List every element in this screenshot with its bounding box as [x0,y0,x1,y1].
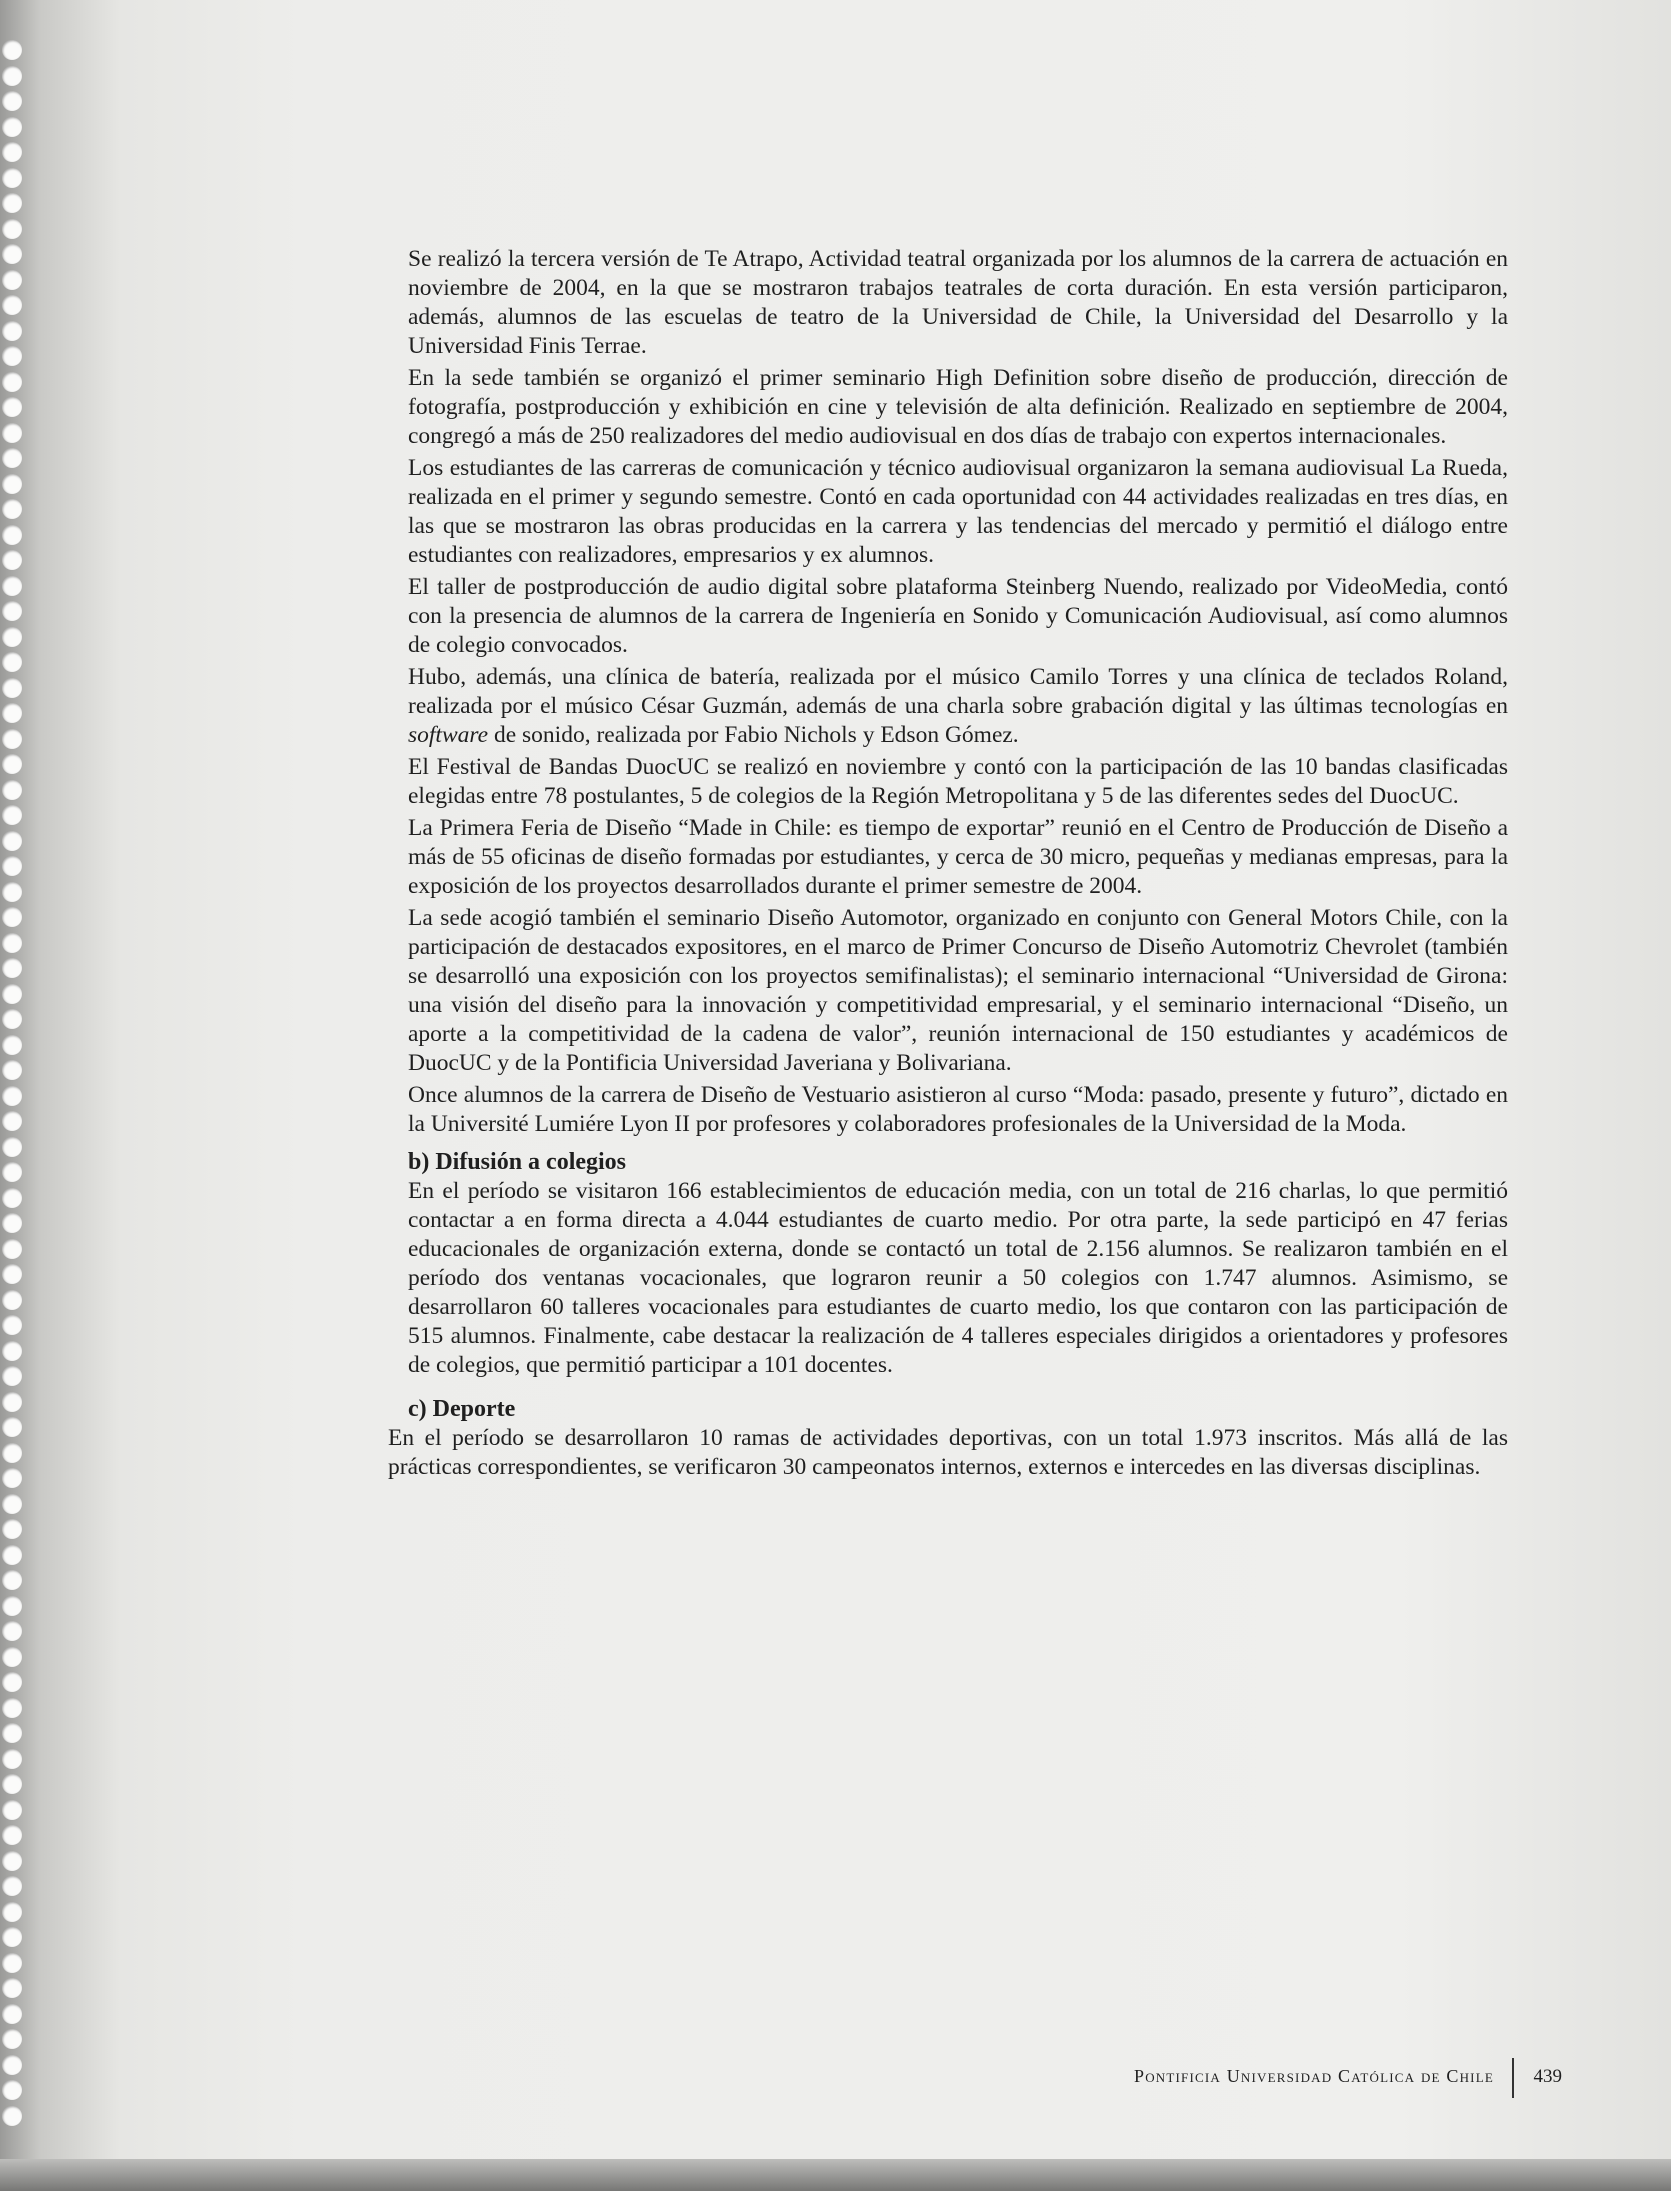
binding-hole [2,550,22,570]
binding-hole [2,1264,22,1284]
paragraph-clinica-bateria [408,663,1508,750]
binding-hole [2,1876,22,1896]
footer-divider [1512,2058,1514,2098]
binding-hole [2,193,22,213]
binding-hole [2,2055,22,2075]
body-text [388,245,1508,1485]
binding-hole [2,1060,22,1080]
binding-hole [2,984,22,1004]
binding-hole [2,270,22,290]
binding-hole [2,1596,22,1616]
paragraph-deporte: En el período se desarrollaron 10 ramas de actividades deportivas, con un total 1.973 inscritos. Más allá de las prácticas correspondientes, se verificaron 30 campeonatos internos, externos e intercedes en las diversas disciplinas. [388,1425,1508,1480]
binding-hole [2,1851,22,1871]
binding-hole [2,1774,22,1794]
binding-hole [2,91,22,111]
binding-hole [2,1443,22,1463]
binding-hole [2,1137,22,1157]
binding-hole [2,1953,22,1973]
binding-hole [2,1009,22,1029]
paragraph-high-definition: En la sede también se organizó el primer seminario High Definition sobre diseño de producción, dirección de fotografía, postproducción y exhibición en cine y televisión de alta definición. Realizado en septiembre de 2004, congregó a más de 250 realizadores del medio audiovisual en dos días de trabajo con expertos internacionales. [408,365,1508,449]
paragraph-vestuario: Once alumnos de la carrera de Diseño de Vestuario asistieron al curso “Moda: pasado, presente y futuro”, dictado en la Université Lumiére Lyon II por profesores y colaboradores profesionales de la Universidad de la Moda. [408,1082,1508,1137]
binding-hole [2,295,22,315]
binding-hole [2,831,22,851]
binding-hole [2,397,22,417]
binding-hole [2,1188,22,1208]
binding-hole [2,1213,22,1233]
binding-hole [2,1494,22,1514]
binding-hole [2,907,22,927]
binding-hole [2,168,22,188]
paragraph-difusion: En el período se visitaron 166 establecimientos de educación media, con un total de 216 charlas, lo que permitió contactar a en forma directa a 4.044 estudiantes de cuarto medio. Por otra parte, la sede participó en 47 ferias educacionales de organización externa, donde se contactó un total de 2.156 alumnos. Se realizaron también en el período dos ventanas vocacionales, que lograron reunir a 50 colegios con 1.747 alumnos. Asimismo, se desarrollaron 60 talleres vocacionales para estudiantes de cuarto medio, los que contaron con las participación de 515 alumnos. Finalmente, cabe destacar la realización de 4 talleres especiales dirigidos a orientadores y profesores de colegios, que permitió participar a 101 docentes. [408,1178,1508,1378]
binding-hole [2,805,22,825]
binding-hole [2,2106,22,2126]
spiral-binding [0,40,28,2140]
binding-hole [2,1341,22,1361]
binding-hole [2,2080,22,2100]
binding-hole [2,1519,22,1539]
binding-hole [2,652,22,672]
footer-institution: Pontificia Universidad Católica de Chile [1134,2066,1494,2086]
binding-hole [2,2029,22,2049]
binding-hole [2,499,22,519]
binding-hole [2,1647,22,1667]
page-footer [1010,2058,1570,2098]
binding-hole [2,780,22,800]
binding-hole [2,1035,22,1055]
paragraph-te-atrapo: Se realizó la tercera versión de Te Atrapo, Actividad teatral organizada por los alumnos de la carrera de actuación en noviembre de 2004, en la que se mostraron trabajos teatrales de corta duración. En esta versión participaron, además, alumnos de las escuelas de teatro de la Universidad de Chile, la Universidad del Desarrollo y la Universidad Finis Terrae. [408,246,1508,359]
paragraph-diseno-automotor: La sede acogió también el seminario Diseño Automotor, organizado en conjunto con General Motors Chile, con la participación de destacados expositores, en el marco de Primer Concurso de Diseño Automotriz Chevrolet (también se desarrolló una exposición con los proyectos semifinalistas); el seminario internacional “Universidad de Girona: una visión del diseño para la innovación y competitividad empresarial, y el seminario internacional “Diseño, un aporte a la competitividad de la cadena de valor”, reunión internacional de 150 estudiantes y académicos de DuocUC y de la Pontificia Universidad Javeriana y Bolivariana. [408,905,1508,1076]
binding-hole [2,1621,22,1641]
binding-hole [2,627,22,647]
binding-hole [2,346,22,366]
section-heading-difusion: b) Difusión a colegios [408,1149,627,1175]
bateria-text-before: Hubo, además, una clínica de batería, realizada por el músico Camilo Torres y una clínica de teclados Roland, realizada por el músico César Guzmán, además de una charla sobre grabación digital y las últimas tecnologías en [408,664,1508,719]
binding-hole [2,40,22,60]
binding-hole [2,576,22,596]
binding-hole [2,2004,22,2024]
binding-hole [2,1392,22,1412]
binding-hole [2,703,22,723]
binding-hole [2,1315,22,1335]
binding-hole [2,372,22,392]
binding-hole [2,423,22,443]
page-number: 439 [1533,2066,1562,2087]
bateria-text-italic: software [408,722,489,748]
paragraph-feria-diseno: La Primera Feria de Diseño “Made in Chile: es tiempo de exportar” reunió en el Centro de Producción de Diseño a más de 55 oficinas de diseño formadas por estudiantes, y cerca de 30 micro, pequeñas y medianas empresas, para la exposición de los proyectos desarrollados durante el primer semestre de 2004. [408,815,1508,899]
binding-hole [2,1239,22,1259]
binding-hole [2,219,22,239]
binding-hole [2,474,22,494]
binding-hole [2,142,22,162]
binding-hole [2,958,22,978]
section-heading-deporte: c) Deporte [408,1396,516,1422]
scan-bottom-edge [0,2159,1671,2191]
binding-hole [2,882,22,902]
binding-hole [2,525,22,545]
bateria-text-after: de sonido, realizada por Fabio Nichols y Edson Gómez. [488,722,1019,748]
binding-hole [2,933,22,953]
binding-hole [2,1086,22,1106]
binding-hole [2,1978,22,1998]
binding-hole [2,1290,22,1310]
binding-hole [2,321,22,341]
binding-hole [2,1111,22,1131]
binding-hole [2,729,22,749]
paragraph-la-rueda: Los estudiantes de las carreras de comunicación y técnico audiovisual organizaron la semana audiovisual La Rueda, realizada en el primer y segundo semestre. Contó en cada oportunidad con 44 actividades realizadas en tres días, en las que se mostraron las obras producidas en la carrera y las tendencias del mercado y permitió el diálogo entre estudiantes con realizadores, empresarios y ex alumnos. [408,455,1508,568]
binding-hole [2,1927,22,1947]
binding-hole [2,1723,22,1743]
binding-hole [2,1468,22,1488]
binding-hole [2,244,22,264]
binding-hole [2,678,22,698]
binding-hole [2,601,22,621]
binding-hole [2,856,22,876]
binding-hole [2,1545,22,1565]
binding-hole [2,1672,22,1692]
binding-hole [2,1698,22,1718]
binding-hole [2,1749,22,1769]
binding-hole [2,1825,22,1845]
binding-hole [2,448,22,468]
paragraph-taller-audio: El taller de postproducción de audio digital sobre plataforma Steinberg Nuendo, realizado por VideoMedia, contó con la presencia de alumnos de la carrera de Ingeniería en Sonido y Comunicación Audiovisual, así como alumnos de colegio convocados. [408,574,1508,658]
binding-hole [2,754,22,774]
binding-hole [2,1800,22,1820]
binding-hole [2,1162,22,1182]
binding-hole [2,1417,22,1437]
paragraph-festival-bandas: El Festival de Bandas DuocUC se realizó en noviembre y contó con la participación de las 10 bandas clasificadas elegidas entre 78 postulantes, 5 de colegios de la Región Metropolitana y 5 de las diferentes sedes del DuocUC. [408,754,1508,809]
binding-hole [2,1570,22,1590]
binding-hole [2,1366,22,1386]
binding-hole [2,66,22,86]
binding-hole [2,1902,22,1922]
binding-hole [2,117,22,137]
